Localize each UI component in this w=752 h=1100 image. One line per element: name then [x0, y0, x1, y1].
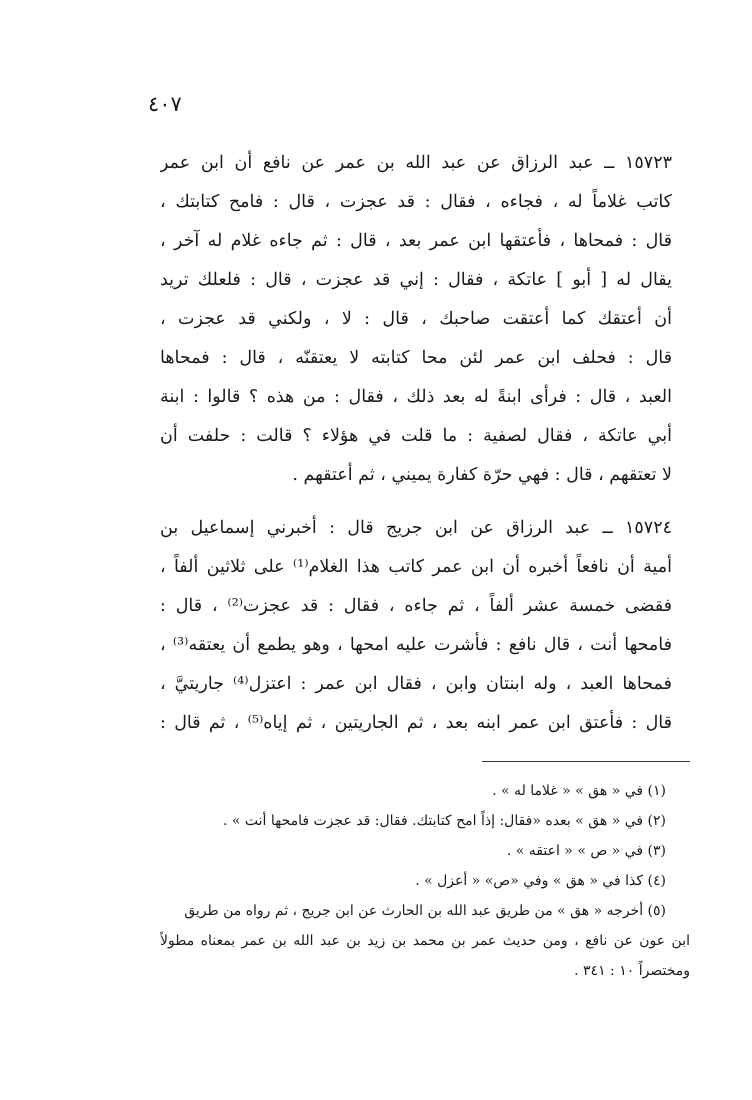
footnote: (٢) في « هق » بعده «فقال: إذاً امح كتابتك. فقال: قد عجزت فامحها أنت » . — [222, 813, 666, 829]
text-line: فمحاها العبد ، وله ابنتان وابن ، فقال ابن عمر : اعتزل⁽⁴⁾ جاريتيَّ ، — [160, 674, 672, 694]
main-text — [160, 144, 672, 743]
text-line: العبد ، قال : فرأى ابنةً له بعد ذلك ، فقال : من هذه ؟ قالوا : ابنة — [160, 387, 672, 407]
footnotes — [160, 776, 690, 986]
text-line: أمية أن نافعاً أخبره أن ابن عمر كاتب هذا الغلام⁽¹⁾ على ثلاثين ألفاً ، — [160, 557, 672, 577]
page-number: ٤٠٧ — [148, 92, 182, 116]
text-line: كاتب غلاماً له ، فجاءه ، فقال : قد عجزت ، قال : فامح كتابتك ، — [160, 192, 672, 212]
text-line: أن أعتقك كما أعتقت صاحبك ، قال : لا ، ولكني قد عجزت ، — [160, 309, 672, 329]
footnote: (١) في « هق » « غلاما له » . — [492, 783, 666, 799]
text-line: أبي عاتكة ، فقال لصفية : ما قلت في هؤلاء ؟ قالت : حلفت أن — [160, 426, 672, 446]
footnote: (٣) في « ص » « اعتقه » . — [506, 843, 666, 859]
text-line: يقال له [ أبو ] عاتكة ، فقال : إني قد عجزت ، قال : فلعلك تريد — [160, 270, 672, 290]
footnote: (٥) أخرجه « هق » من طريق عبد الله بن الحارث عن ابن جريج ، ثم رواه من طريق — [184, 903, 666, 919]
footnote-divider — [482, 761, 690, 762]
text-line: ١٥٧٢٣ ــ عبد الرزاق عن عبد الله بن عمر عن نافع أن ابن عمر — [160, 153, 672, 173]
text-line: قال : فأعتق ابن عمر ابنه بعد ، ثم الجاريتين ، ثم إياه⁽⁵⁾ ، ثم قال : — [160, 713, 672, 733]
paragraph-gap — [160, 495, 672, 509]
text-line: قال : فمحاها ، فأعتقها ابن عمر بعد ، قال : ثم جاءه غلام له آخر ، — [160, 231, 672, 251]
text-line: فقضى خمسة عشر ألفاً ، ثم جاءه ، فقال : قد عجزت⁽²⁾ ، قال : — [160, 596, 672, 616]
footnote-continuation: ومختصراً ١٠ : ٣٤١ . — [574, 963, 690, 979]
text-line: لا تعتقهم ، قال : فهي حرّة كفارة يميني ، ثم أعتقهم . — [292, 465, 672, 485]
footnote: (٤) كذا في « هق » وفي «ص» « أعزل » . — [415, 873, 666, 889]
text-line: قال : فحلف ابن عمر لئن محا كتابته لا يعتقنّه ، قال : فمحاها — [160, 348, 672, 368]
text-line: فامحها أنت ، قال نافع : فأشرت عليه امحها ، وهو يطمع أن يعتقه⁽³⁾ ، — [160, 635, 672, 655]
text-line: ١٥٧٢٤ ــ عبد الرزاق عن ابن جريج قال : أخبرني إسماعيل بن — [160, 518, 672, 538]
footnote-continuation: ابن عون عن نافع ، ومن حديث عمر بن محمد بن زيد بن عبد الله بن عمر بمعناه مطولاً — [160, 933, 690, 949]
